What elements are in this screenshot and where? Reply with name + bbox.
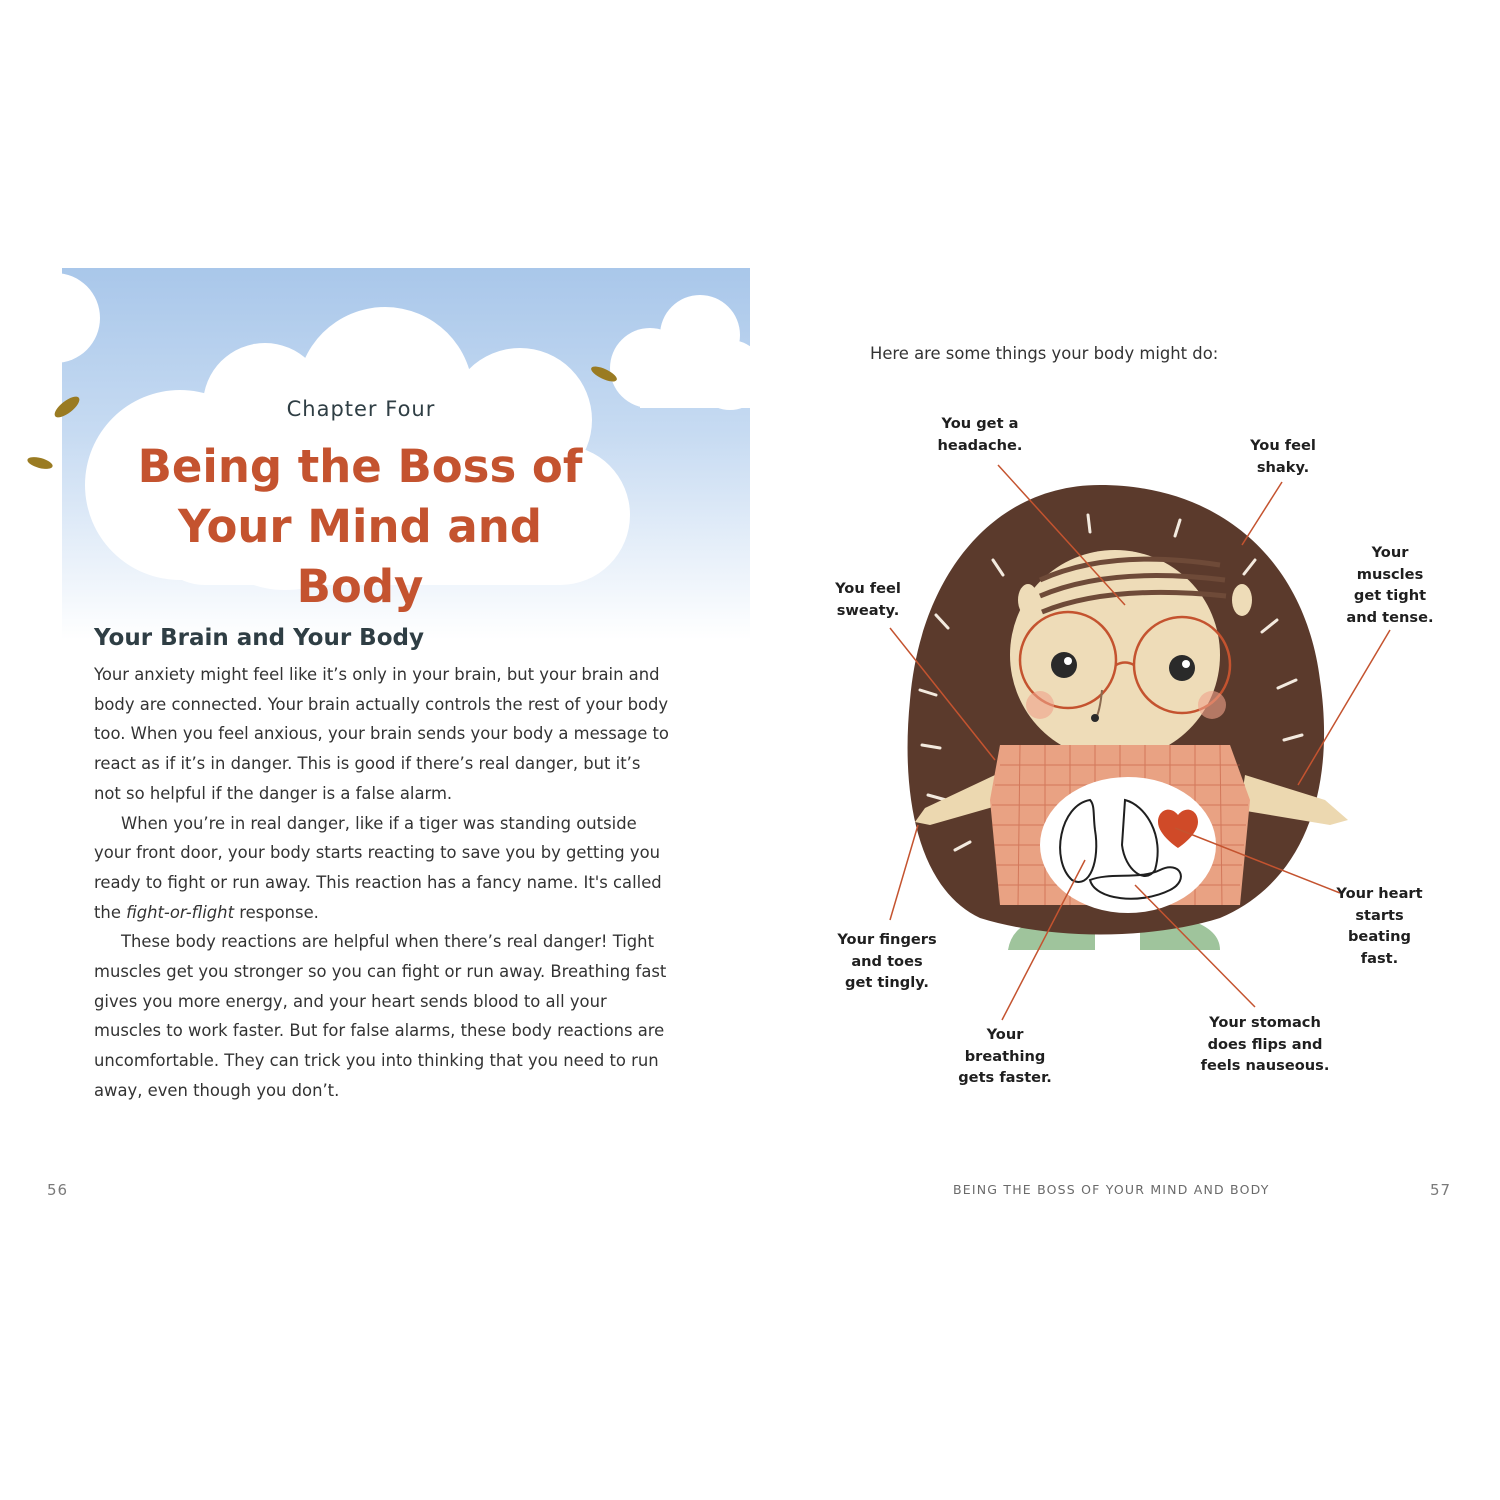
section-heading: Your Brain and Your Body	[94, 625, 424, 651]
chapter-kicker: Chapter Four	[286, 397, 436, 421]
paragraph-3: These body reactions are helpful when there’s real danger! Tight muscles get you stronger so you can fight or run away. Breathing fast gives you more energy, and your heart sends blood to all your muscles to work faster. But for false alarms, these body reactions are uncomfortable. They can trick you into thinking that you need to run away, even though you don’t.	[94, 932, 667, 1100]
callout-sweaty: You feel sweaty.	[835, 580, 901, 619]
chapter-title: Being the Boss of Your Mind and Body	[137, 440, 583, 613]
paragraph-2-text: When you’re in real danger, like if a tiger was standing outside your front door, your body starts reacting to save you by getting you ready to fight or run away. This reaction has a fancy name. It's called the	[94, 813, 662, 922]
right-page	[750, 0, 1500, 1500]
right-ear	[1232, 584, 1252, 616]
right-cheek	[1198, 691, 1226, 719]
paragraph-2-tail: response.	[239, 902, 319, 922]
running-head: BEING THE BOSS OF YOUR MIND AND BODY	[953, 1182, 1270, 1197]
nose-tip	[1091, 714, 1099, 722]
organs-inset	[1040, 777, 1216, 913]
callout-shaky: You feel shaky.	[1250, 437, 1316, 476]
callout-muscles: Your muscles get tight and tense.	[1346, 544, 1434, 626]
leaf-2	[26, 455, 54, 471]
callout-heart: Your heart starts beating fast.	[1336, 885, 1423, 967]
left-cheek	[1026, 691, 1054, 719]
page-number-right: 57	[1430, 1181, 1452, 1199]
left-ear	[1018, 584, 1038, 616]
body-text	[94, 660, 669, 1106]
paragraph-1: Your anxiety might feel like it’s only in your brain, but your brain and body are connected. Your brain actually controls the rest of your body too. When you feel anxious, your brain sends your body a message to react as if it’s in danger. This is good if there’s real danger, but it’s not so helpful if the danger is a false alarm.	[94, 665, 669, 803]
fight-or-flight-term: fight-or-flight	[126, 902, 234, 922]
callout-breathing: Your breathing gets faster.	[958, 1026, 1052, 1086]
right-small-cloud	[610, 295, 750, 410]
leader-shaky	[1242, 482, 1282, 545]
leader-fingers	[890, 825, 918, 920]
paragraph-2	[94, 809, 669, 928]
left-edge-cloud	[0, 273, 100, 363]
leaf-1	[51, 393, 82, 421]
page-number-left: 56	[47, 1181, 69, 1199]
callout-headache: You get a headache.	[937, 415, 1023, 454]
intro-line: Here are some things your body might do:	[870, 344, 1219, 363]
callout-stomach: Your stomach does flips and feels nauseous.	[1200, 1014, 1330, 1074]
callout-fingers: Your fingers and toes get tingly.	[837, 931, 937, 991]
